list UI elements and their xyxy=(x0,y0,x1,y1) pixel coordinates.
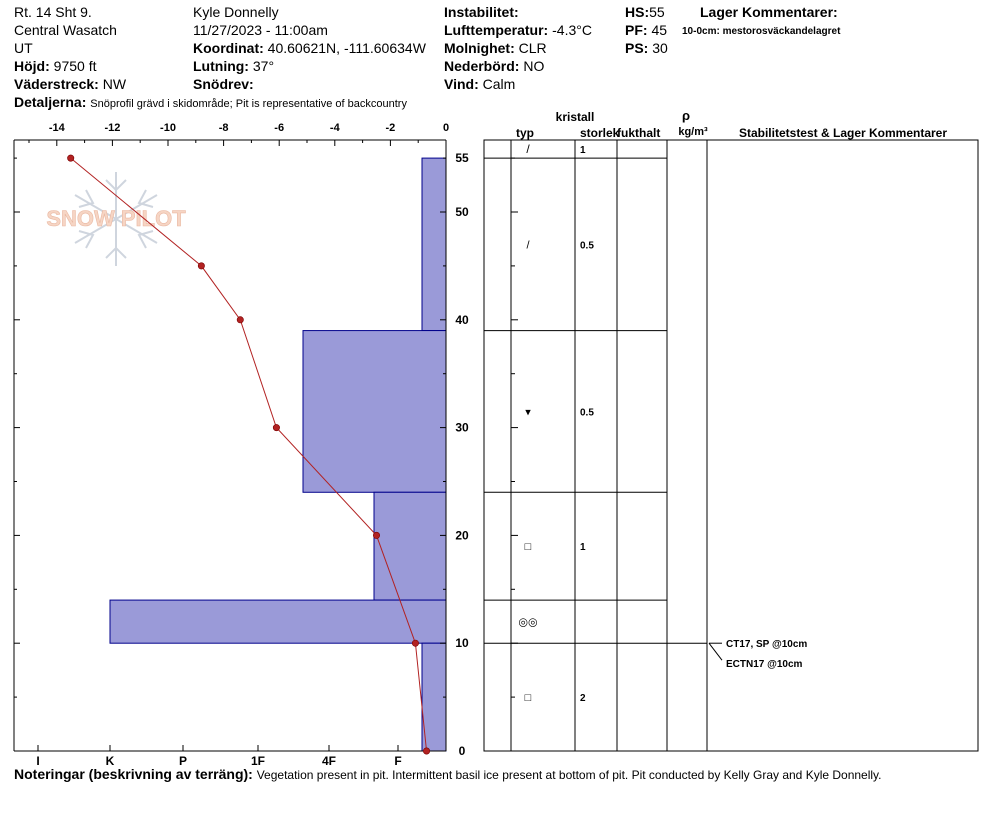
temperature-tick-label: -14 xyxy=(48,122,65,134)
temperature-tick-label: -2 xyxy=(385,122,396,134)
crystal-size: 1 xyxy=(580,145,586,157)
temperature-tick-label: -12 xyxy=(104,122,121,134)
stability-header: Stabilitetstest & Lager Kommentarer xyxy=(738,126,948,140)
airtemp-value: -4.3°C xyxy=(552,22,592,38)
temperature-point xyxy=(373,532,379,538)
instability-label: Instabilitet: xyxy=(444,4,519,20)
crystal-size: 0.5 xyxy=(580,240,594,252)
notes-label: Noteringar (beskrivning av terräng): xyxy=(14,766,253,782)
slope-label: Lutning: xyxy=(193,58,249,74)
ps-label: PS: xyxy=(625,40,649,56)
temperature-point xyxy=(423,748,429,754)
density-unit: kg/m³ xyxy=(678,126,708,138)
height-tick-label: 0 xyxy=(458,744,466,758)
temperature-point xyxy=(237,317,243,323)
hs-label: HS: xyxy=(625,4,650,20)
stability-arrow xyxy=(709,643,722,660)
temperature-point xyxy=(198,263,204,269)
hardness-tick-label: 4F xyxy=(321,754,337,768)
coord-label: Koordinat: xyxy=(193,40,264,56)
stability-test-label: CT17, SP @10cm xyxy=(726,639,808,651)
crystal-symbol: ◎◎ xyxy=(518,616,538,629)
range: Central Wasatch xyxy=(14,22,117,38)
observer: Kyle Donnelly xyxy=(193,4,279,20)
pf-label: PF: xyxy=(625,22,648,38)
drift-label: Snödrev: xyxy=(193,76,254,92)
hardness-tick-label: 1F xyxy=(250,754,266,768)
temperature-tick-label: -4 xyxy=(329,122,340,134)
layer-comment-text: 10-0cm: mestorosväckandelagret xyxy=(682,26,841,37)
snowpilot-logo xyxy=(46,172,186,266)
crystal-size: 0.5 xyxy=(580,407,594,419)
notes xyxy=(14,766,882,783)
hardness-bar xyxy=(422,643,446,751)
height-tick-label: 55 xyxy=(455,151,469,166)
coord-value: 40.60621N, -111.60634W xyxy=(267,40,426,56)
height-tick-label: 10 xyxy=(455,636,469,651)
height-tick-label: 40 xyxy=(455,312,469,327)
hs-value: 55 xyxy=(649,4,665,20)
type-header: typ xyxy=(516,126,534,140)
temperature-tick-label: -10 xyxy=(160,122,176,134)
notes-text: Vegetation present in pit. Intermittent basil ice present at bottom of pit. Pit conducted by Kelly Gray and Kyle Donnelly. xyxy=(256,768,882,782)
temperature-tick-label: 0 xyxy=(442,122,450,134)
density-rho: ρ xyxy=(681,108,691,123)
hardness-bar xyxy=(422,158,446,330)
hardness-bars xyxy=(110,158,446,751)
precip-value: NO xyxy=(523,58,545,74)
table-height-ticks xyxy=(484,158,518,751)
datetime: 11/27/2023 - 11:00am xyxy=(193,22,328,38)
size-header: storlek xyxy=(580,126,620,140)
aspect-value: NW xyxy=(102,76,127,92)
height-tick-label: 30 xyxy=(455,420,469,435)
crystal-symbol: / xyxy=(526,142,530,157)
state: UT xyxy=(14,40,33,56)
elevation-label: Höjd: xyxy=(14,58,50,74)
details-value: Snöprofil grävd i skidområde; Pit is representative of backcountry xyxy=(90,98,407,110)
height-tick-label: 20 xyxy=(455,528,469,543)
temperature-point xyxy=(412,640,418,646)
hardness-tick-label: P xyxy=(178,754,188,768)
stability-tests xyxy=(667,639,807,670)
ps-value: 30 xyxy=(652,40,668,56)
temperature-point xyxy=(68,155,74,161)
location: Rt. 14 Sht 9. xyxy=(14,4,92,20)
hardness-tick-label: F xyxy=(394,754,402,768)
temperature-point xyxy=(273,424,279,430)
elevation-value: 9750 ft xyxy=(53,58,97,74)
crystal-symbol: ▾ xyxy=(525,406,531,419)
temperature-ticks xyxy=(29,122,449,146)
crystal-header: kristall xyxy=(555,110,595,124)
precip-label: Nederbörd: xyxy=(444,58,520,74)
details-label: Detaljerna: xyxy=(14,94,87,110)
logo-text: SNOW PILOT xyxy=(46,206,186,231)
sky-label: Molnighet: xyxy=(444,40,515,56)
hardness-bar xyxy=(303,331,446,493)
crystal-symbol: / xyxy=(526,239,530,252)
moisture-header: fukthalt xyxy=(617,126,661,140)
temperature-tick-label: -8 xyxy=(218,122,229,134)
layer-table xyxy=(484,108,978,751)
crystal-size: 1 xyxy=(580,542,586,554)
aspect-label: Väderstreck: xyxy=(14,76,99,92)
height-tick-label: 50 xyxy=(455,205,469,219)
temperature-tick-label: -6 xyxy=(274,122,285,134)
wind-value: Calm xyxy=(482,76,516,92)
hardness-bar xyxy=(110,600,446,643)
wind-label: Vind: xyxy=(444,76,479,92)
crystal-size: 2 xyxy=(580,693,586,705)
slope-value: 37° xyxy=(252,58,275,74)
crystal-symbol: □ xyxy=(524,541,532,554)
stability-test-label: ECTN17 @10cm xyxy=(726,659,803,671)
hardness-tick-label: I xyxy=(36,754,40,768)
hardness-ticks xyxy=(36,745,401,768)
hardness-tick-label: K xyxy=(105,754,115,768)
layer-comments-label: Lager Kommentarer: xyxy=(700,4,838,20)
hardness-bar xyxy=(374,492,446,600)
sky-value: CLR xyxy=(518,40,547,56)
airtemp-label: Lufttemperatur: xyxy=(444,22,549,38)
crystal-symbol: □ xyxy=(524,692,532,705)
pf-value: 45 xyxy=(651,22,668,38)
